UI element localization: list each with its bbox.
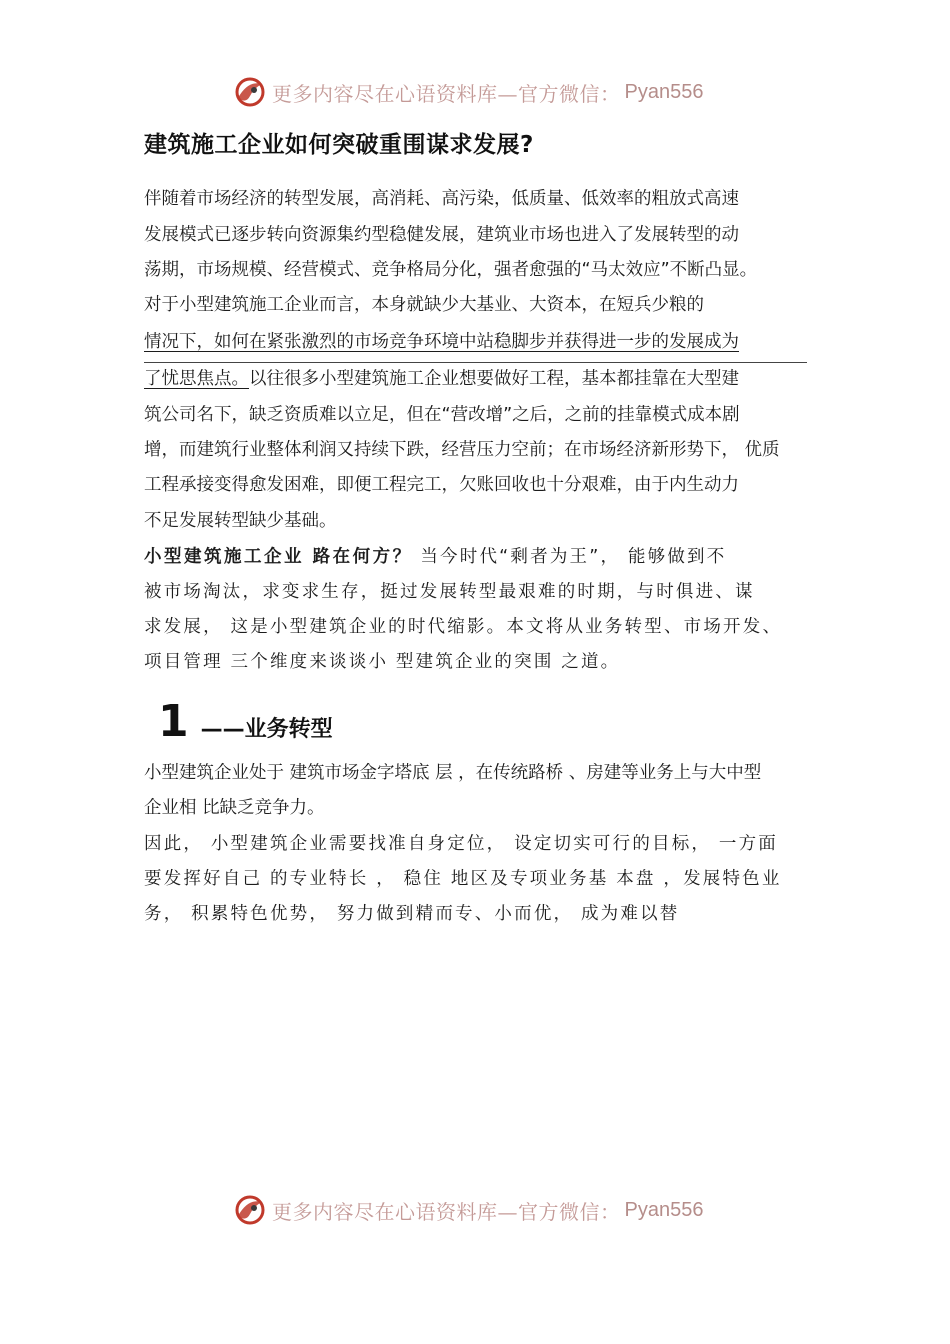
intro-line: 工程承接变得愈发困难，即便工程完工，欠账回收也十分艰难，由于内生动力 <box>144 475 739 495</box>
section-heading <box>158 696 333 747</box>
section-line: 因此， 小型建筑企业需要找准自身定位， 设定切实可行的目标， 一方面 <box>144 834 778 854</box>
section-line: 务， 积累特色优势， 努力做到精而专、小而优， 成为难以替 <box>144 904 680 924</box>
section-number: 1 <box>158 696 189 747</box>
document-title: 建筑施工企业如何突破重围谋求发展? <box>144 132 534 158</box>
footer-banner <box>232 1190 703 1230</box>
section-title: ——业务转型 <box>200 717 333 742</box>
intro-line-underlined: 情况下，如何在紧张激烈的市场竞争环境中站稳脚步并获得进一步的发展成为 <box>144 332 739 352</box>
brush-logo-icon <box>232 74 268 110</box>
divider-rule <box>144 362 807 363</box>
intro-line: 伴随着市场经济的转型发展，高消耗、高污染，低质量、低效率的粗放式高速 <box>144 189 739 209</box>
intro-line-underlined: 了忧思焦点。 <box>144 369 249 389</box>
banner-text: 更多内容尽在心语资料库—官方微信： <box>272 1199 621 1224</box>
intro-line: 增，而建筑行业整体利润又持续下跌，经营压力空前；在市场经济新形势下， 优质 <box>144 440 780 460</box>
intro-line-continued: 以往很多小型建筑施工企业想要做好工程，基本都挂靠在大型建 <box>249 369 739 389</box>
question-text: 当今时代“剩者为王”， 能够做到不 <box>412 547 727 567</box>
banner-wechat-id: Pyan556 <box>624 1198 704 1221</box>
intro-line: 对于小型建筑施工企业而言，本身就缺少大基业、大资本，在短兵少粮的 <box>144 295 704 315</box>
question-line: 项目管理 三个维度来谈谈小 型建筑企业的突围 之道。 <box>144 652 621 672</box>
section-line: 企业相 比缺乏竞争力。 <box>144 798 325 818</box>
question-line: 被市场淘汰，求变求生存，挺过发展转型最艰难的时期，与时俱进、谋 <box>144 582 755 602</box>
intro-line: 筑公司名下，缺乏资质难以立足，但在“营改增”之后，之前的挂靠模式成本剧 <box>144 405 740 425</box>
banner-text: 更多内容尽在心语资料库—官方微信： <box>272 81 621 106</box>
question-line: 求发展， 这是小型建筑企业的时代缩影。本文将从业务转型、市场开发、 <box>144 617 783 637</box>
question-bold: 小型建筑施工企业 路在何方？ <box>144 547 413 567</box>
section-line: 小型建筑企业处于 建筑市场金字塔底 层 ，在传统路桥 、房建等业务上与大中型 <box>144 763 762 783</box>
intro-line: 发展模式已逐步转向资源集约型稳健发展，建筑业市场也进入了发展转型的动 <box>144 225 739 245</box>
intro-line: 荡期，市场规模、经营模式、竞争格局分化，强者愈强的“马太效应”不断凸显。 <box>144 260 758 280</box>
intro-line <box>144 366 739 392</box>
brush-logo-icon <box>232 1192 268 1228</box>
header-banner <box>232 72 703 112</box>
banner-wechat-id: Pyan556 <box>624 80 704 103</box>
intro-line: 不足发展转型缺少基础。 <box>144 511 337 531</box>
section-line: 要发挥好自己 的专业特长 ， 稳住 地区及专项业务基 本盘 ，发展特色业 <box>144 869 782 889</box>
question-line <box>144 544 726 570</box>
